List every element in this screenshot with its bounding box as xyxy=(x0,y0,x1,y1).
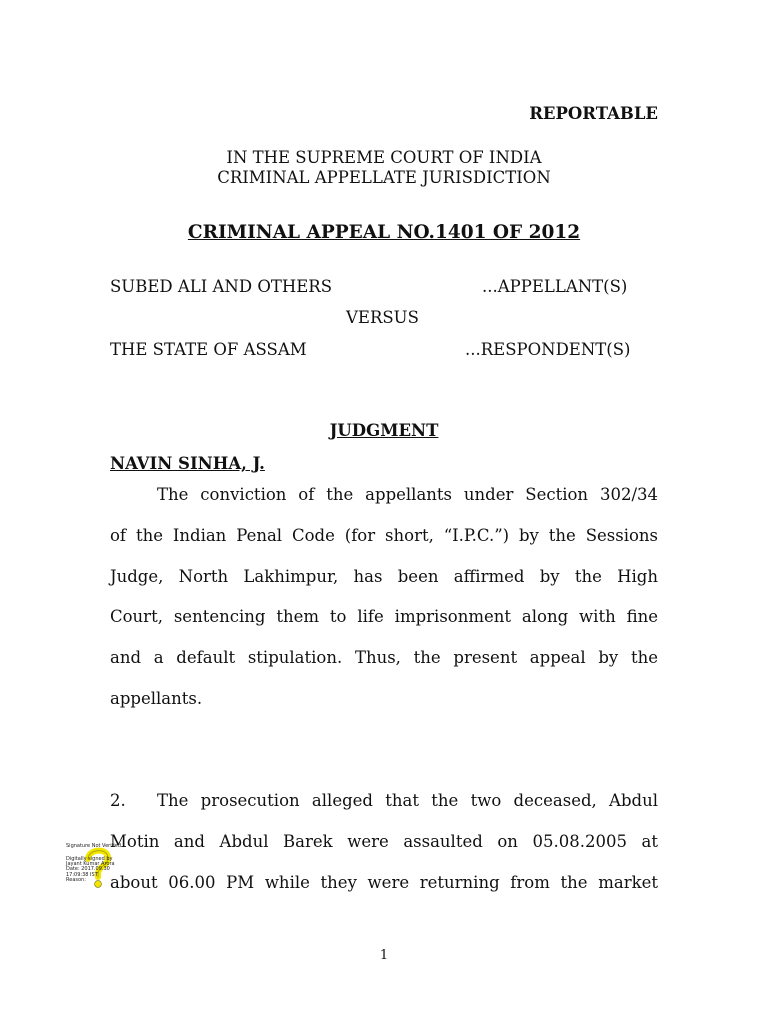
paragraph-2 xyxy=(110,781,658,903)
paragraph-line xyxy=(110,781,658,822)
signature-detail-line: Digitally signed by xyxy=(66,856,113,862)
respondent-role: ...RESPONDENT(S) xyxy=(465,340,631,359)
paragraph-line: of the Indian Penal Code (for short, “I.P.C.”) by the Sessions xyxy=(110,525,658,545)
paragraph-line: and a default stipulation. Thus, the present appeal by the xyxy=(110,648,658,668)
court-name: IN THE SUPREME COURT OF INDIA xyxy=(226,148,542,167)
paragraph-line: appellants. xyxy=(110,688,203,708)
signature-detail-line: Date: 2017.09.30 xyxy=(66,866,110,873)
paragraph-number: 2. xyxy=(110,791,126,810)
appellant-name: SUBED ALI AND OTHERS xyxy=(110,277,333,296)
paragraph-line: The conviction of the appellants under Section 302/34 xyxy=(157,485,658,504)
appellant-role: ...APPELLANT(S) xyxy=(482,277,628,296)
appeal-number-title: CRIMINAL APPEAL NO.1401 OF 2012 xyxy=(187,222,581,243)
signature-details xyxy=(66,857,115,883)
paragraph-line-text: The prosecution alleged that the two deceased, Abdul xyxy=(157,791,658,810)
signature-detail-line: 17:09:38 IST xyxy=(66,871,98,878)
paragraph-line: Court, sentencing them to life imprisonment along with fine xyxy=(110,607,658,627)
paragraph-line: Motin and Abdul Barek were assaulted on 05.08.2005 at xyxy=(110,831,658,851)
judge-name: NAVIN SINHA, J. xyxy=(110,454,265,473)
signature-detail-line: Reason: xyxy=(66,876,86,883)
respondent-name: THE STATE OF ASSAM xyxy=(110,340,307,359)
digital-signature-block[interactable] xyxy=(66,843,136,893)
reportable-label: REPORTABLE xyxy=(529,104,658,123)
paragraph-line: about 06.00 PM while they were returning from the market xyxy=(110,872,658,892)
judgment-heading: JUDGMENT xyxy=(329,421,439,440)
versus-label: VERSUS xyxy=(346,308,419,327)
paragraph-line: Judge, North Lakhimpur, has been affirmed by the High xyxy=(110,566,658,586)
page-number: 1 xyxy=(379,948,389,963)
signature-status: Signature Not Verified xyxy=(66,843,122,849)
signature-detail-line: Jayant Kumar Arora xyxy=(66,861,115,868)
jurisdiction: CRIMINAL APPELLATE JURISDICTION xyxy=(217,168,551,187)
paragraph-1 xyxy=(110,475,658,720)
